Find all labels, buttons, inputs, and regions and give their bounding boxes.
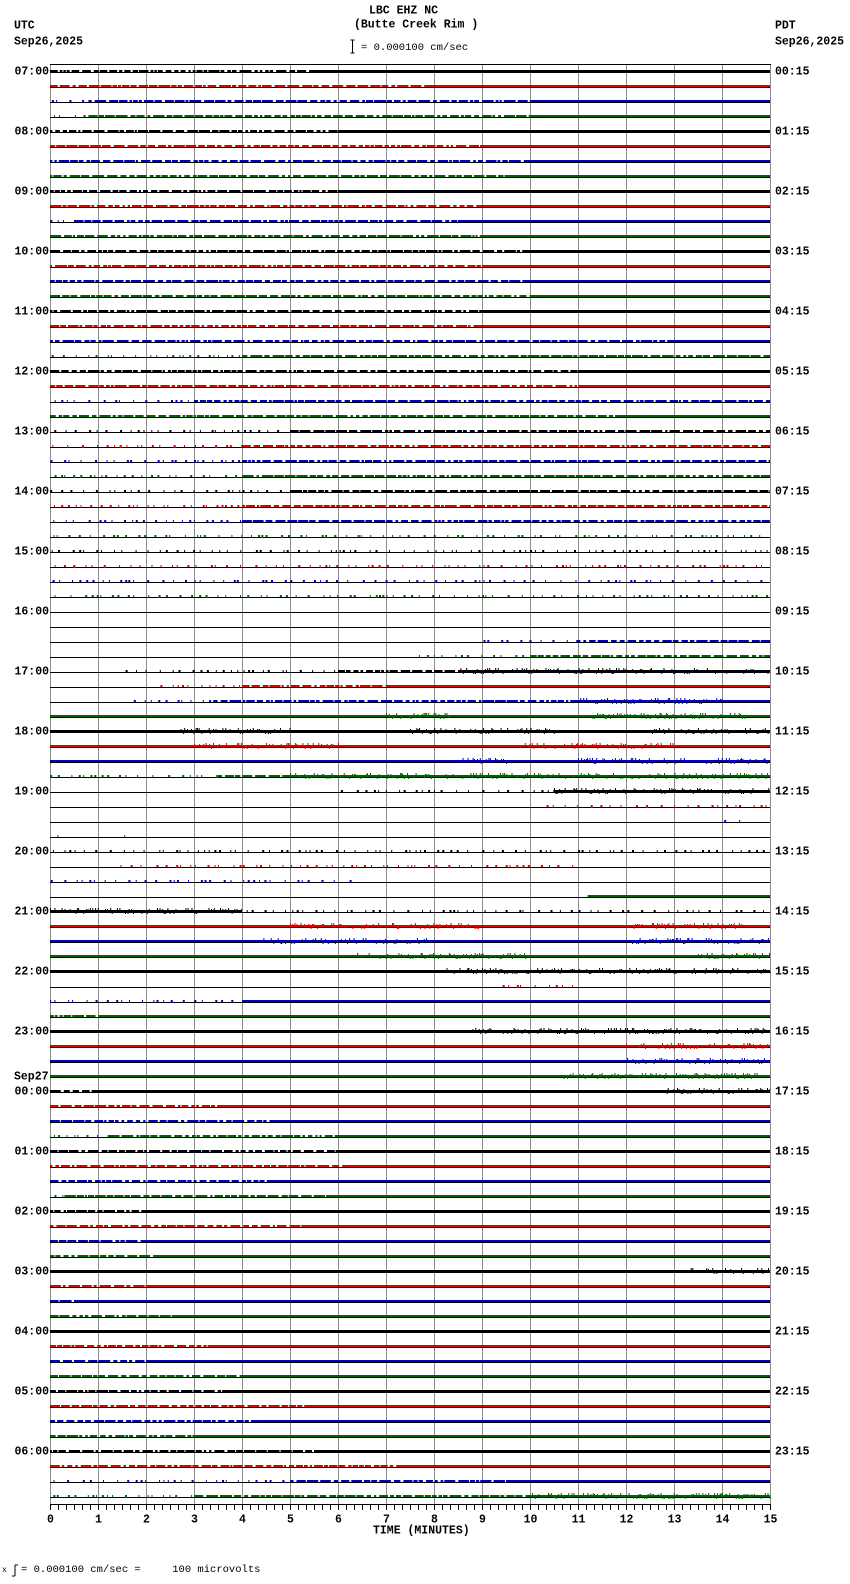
trace-baseline xyxy=(50,1497,770,1498)
trace-baseline xyxy=(50,1362,770,1363)
trace-baseline xyxy=(50,1347,770,1348)
trace-baseline xyxy=(50,1017,770,1018)
pdt-time-label: 04:15 xyxy=(775,305,810,319)
pdt-time-label: 21:15 xyxy=(775,1325,810,1339)
utc-hour-label: 00:00 xyxy=(14,1085,49,1099)
trace-row-2345 xyxy=(50,1073,771,1079)
trace-row-0045 xyxy=(54,1135,770,1137)
pdt-time-label: 23:15 xyxy=(775,1445,810,1459)
trace-row-2330 xyxy=(50,1058,770,1064)
utc-hour-label: 09:00 xyxy=(14,185,49,199)
trace-baseline xyxy=(50,372,770,373)
station-location: (Butte Creek Rim ) xyxy=(354,18,479,32)
trace-row-0145 xyxy=(55,1195,771,1197)
trace-row-0715 xyxy=(50,85,770,87)
utc-hour-label: 22:00 xyxy=(14,965,49,979)
utc-hour-label: 19:00 xyxy=(14,785,49,799)
trace-row-1115 xyxy=(50,325,770,327)
pdt-time-label: 05:15 xyxy=(775,365,810,379)
footer-scale-bar-icon xyxy=(11,1564,20,1577)
trace-baseline xyxy=(50,1467,770,1468)
trace-row-0730 xyxy=(52,100,770,102)
trace-baseline xyxy=(50,387,770,388)
trace-baseline xyxy=(50,822,770,823)
pdt-time-label: 22:15 xyxy=(775,1385,810,1399)
trace-baseline xyxy=(50,882,770,883)
trace-baseline xyxy=(50,552,770,553)
trace-baseline xyxy=(50,567,770,568)
trace-baseline xyxy=(50,867,770,868)
trace-baseline xyxy=(50,147,770,148)
trace-baseline xyxy=(50,162,770,163)
pdt-time-label: 19:15 xyxy=(775,1205,810,1219)
trace-baseline xyxy=(50,492,770,493)
utc-hour-label: 12:00 xyxy=(14,365,49,379)
trace-row-2130 xyxy=(50,938,770,944)
trace-row-0500 xyxy=(50,1390,770,1392)
trace-baseline xyxy=(50,207,770,208)
trace-row-0300 xyxy=(50,1268,770,1274)
trace-row-1900 xyxy=(341,788,770,794)
trace-baseline xyxy=(50,657,770,658)
utc-hour-label: 17:00 xyxy=(14,665,49,679)
trace-baseline xyxy=(50,1182,770,1183)
trace-baseline xyxy=(50,192,770,193)
trace-row-0330 xyxy=(50,1300,770,1302)
x-tick-label: 8 xyxy=(431,1513,438,1527)
trace-baseline xyxy=(50,312,770,313)
pdt-time-label: 10:15 xyxy=(775,665,810,679)
trace-baseline xyxy=(50,1482,770,1483)
trace-row-2200 xyxy=(50,968,771,974)
trace-row-2145 xyxy=(50,953,770,959)
x-tick-label: 5 xyxy=(287,1513,294,1527)
trace-row-2115 xyxy=(50,923,770,929)
trace-baseline xyxy=(50,627,770,628)
trace-row-1945 xyxy=(57,835,125,837)
trace-row-2300 xyxy=(50,1028,770,1034)
x-tick-label: 15 xyxy=(763,1513,778,1527)
trace-baseline xyxy=(50,702,770,703)
scale-label: = 0.000100 cm/sec xyxy=(361,41,469,54)
trace-row-1215 xyxy=(50,385,770,387)
trace-baseline xyxy=(50,597,770,598)
utc-hour-label: 23:00 xyxy=(14,1025,49,1039)
x-tick-label: 4 xyxy=(239,1513,246,1527)
x-tick-label: 3 xyxy=(191,1513,198,1527)
trace-row-0100 xyxy=(50,1150,770,1152)
trace-baseline xyxy=(50,222,770,223)
trace-row-0115 xyxy=(50,1165,770,1167)
pdt-time-label: 08:15 xyxy=(775,545,810,559)
trace-baseline xyxy=(50,297,770,298)
trace-row-0215 xyxy=(50,1225,770,1227)
trace-baseline xyxy=(50,777,770,778)
right-timezone: PDT xyxy=(775,19,796,33)
trace-row-0515 xyxy=(50,1405,770,1407)
trace-row-0900 xyxy=(50,190,770,192)
trace-baseline xyxy=(50,432,770,433)
trace-row-0545 xyxy=(50,1435,770,1437)
trace-baseline xyxy=(50,1257,770,1258)
trace-row-0700 xyxy=(50,70,770,72)
trace-row-0445 xyxy=(50,1375,770,1377)
trace-row-1100 xyxy=(50,310,770,312)
trace-baseline xyxy=(50,1047,770,1048)
trace-row-1800 xyxy=(50,728,770,734)
trace-baseline xyxy=(50,132,770,133)
trace-row-0130 xyxy=(50,1180,770,1182)
trace-baseline xyxy=(50,582,770,583)
trace-baseline xyxy=(50,1452,770,1453)
trace-row-0315 xyxy=(50,1285,770,1287)
trace-baseline xyxy=(50,1062,770,1063)
pdt-time-label: 07:15 xyxy=(775,485,810,499)
trace-baseline xyxy=(50,117,770,118)
trace-row-2315 xyxy=(50,1043,770,1049)
trace-baseline xyxy=(50,762,770,763)
trace-baseline xyxy=(50,447,770,448)
trace-baseline xyxy=(50,342,770,343)
trace-baseline xyxy=(50,252,770,253)
trace-baseline xyxy=(50,282,770,283)
trace-baseline xyxy=(50,717,770,718)
trace-baseline xyxy=(50,1197,770,1198)
trace-row-0615 xyxy=(50,1465,770,1467)
trace-baseline xyxy=(50,1002,770,1003)
trace-baseline xyxy=(50,72,770,73)
x-tick-label: 0 xyxy=(47,1513,54,1527)
trace-baseline xyxy=(50,1032,770,1033)
trace-row-0800 xyxy=(50,130,770,132)
trace-row-1015 xyxy=(50,265,770,267)
x-tick-label: 10 xyxy=(523,1513,538,1527)
x-axis-title: TIME (MINUTES) xyxy=(373,1524,470,1538)
trace-baseline xyxy=(50,1152,770,1153)
footer-scale-text: = 0.000100 cm/sec = 100 microvolts xyxy=(21,1563,261,1576)
pdt-time-label: 06:15 xyxy=(775,425,810,439)
trace-baseline xyxy=(50,807,770,808)
trace-row-0000 xyxy=(50,1088,770,1094)
pdt-time-label: 14:15 xyxy=(775,905,810,919)
x-tick-label: 13 xyxy=(667,1513,682,1527)
trace-baseline xyxy=(50,1227,770,1228)
utc-hour-label: 21:00 xyxy=(14,905,49,919)
trace-row-0845 xyxy=(50,175,770,177)
trace-row-1845 xyxy=(50,773,771,779)
utc-hour-label: 14:00 xyxy=(14,485,49,499)
trace-baseline xyxy=(50,1212,770,1213)
trace-baseline xyxy=(50,987,770,988)
trace-row-0430 xyxy=(50,1360,770,1362)
utc-hour-label: 01:00 xyxy=(14,1145,49,1159)
trace-baseline xyxy=(50,1287,770,1288)
trace-baseline xyxy=(50,687,770,688)
trace-baseline xyxy=(50,522,770,523)
trace-baseline xyxy=(50,1107,770,1108)
time-axis xyxy=(50,1504,771,1510)
trace-row-2045 xyxy=(588,895,770,897)
pdt-time-label: 13:15 xyxy=(775,845,810,859)
trace-baseline xyxy=(50,1302,770,1303)
scale-bar-icon xyxy=(348,39,357,54)
pdt-time-label: 03:15 xyxy=(775,245,810,259)
x-tick-label: 1 xyxy=(95,1513,102,1527)
trace-row-1130 xyxy=(50,340,770,342)
x-tick-label: 2 xyxy=(143,1513,150,1527)
trace-baseline xyxy=(50,852,770,853)
utc-hour-label: 05:00 xyxy=(14,1385,49,1399)
trace-baseline xyxy=(50,507,770,508)
pdt-time-label: 11:15 xyxy=(775,725,810,739)
trace-baseline xyxy=(50,177,770,178)
trace-baseline xyxy=(50,402,770,403)
pdt-time-label: 02:15 xyxy=(775,185,810,199)
trace-row-1000 xyxy=(50,250,770,252)
trace-baseline xyxy=(50,1092,770,1093)
trace-row-0645 xyxy=(53,1493,770,1499)
footer-scale-prefix: x xyxy=(2,1566,7,1575)
trace-row-0345 xyxy=(50,1315,770,1317)
trace-row-0415 xyxy=(50,1345,770,1347)
utc-hour-label: 16:00 xyxy=(14,605,49,619)
utc-hour-label: 08:00 xyxy=(14,125,49,139)
trace-row-0245 xyxy=(50,1255,770,1257)
pdt-time-label: 17:15 xyxy=(775,1085,810,1099)
trace-baseline xyxy=(50,1437,770,1438)
trace-row-0400 xyxy=(50,1330,770,1332)
pdt-time-label: 16:15 xyxy=(775,1025,810,1039)
x-tick-label: 9 xyxy=(479,1513,486,1527)
trace-row-1030 xyxy=(50,280,770,282)
trace-row-1245 xyxy=(50,415,770,417)
trace-baseline xyxy=(50,537,770,538)
utc-hour-label: 07:00 xyxy=(14,65,49,79)
station-title: LBC EHZ NC xyxy=(369,4,439,18)
trace-baseline xyxy=(50,237,770,238)
trace-baseline xyxy=(50,1137,770,1138)
pdt-time-label: 15:15 xyxy=(775,965,810,979)
utc-hour-label: 06:00 xyxy=(14,1445,49,1459)
utc-hour-label: 20:00 xyxy=(14,845,49,859)
trace-baseline xyxy=(50,897,770,898)
trace-baseline xyxy=(50,927,770,928)
trace-baseline xyxy=(50,1167,770,1168)
utc-hour-label: 18:00 xyxy=(14,725,49,739)
trace-row-1200 xyxy=(50,370,770,372)
trace-row-0030 xyxy=(50,1120,770,1122)
trace-row-1745 xyxy=(50,713,770,719)
x-tick-label: 11 xyxy=(571,1513,586,1527)
utc-hour-label: 04:00 xyxy=(14,1325,49,1339)
trace-baseline xyxy=(50,1422,770,1423)
x-tick-label: 6 xyxy=(335,1513,342,1527)
pdt-time-label: 01:15 xyxy=(775,125,810,139)
trace-baseline xyxy=(50,1392,770,1393)
trace-baseline xyxy=(50,747,770,748)
pdt-time-label: 12:15 xyxy=(775,785,810,799)
trace-baseline xyxy=(50,912,770,913)
pdt-time-label: 09:15 xyxy=(775,605,810,619)
trace-row-1815 xyxy=(50,743,770,749)
trace-baseline xyxy=(50,1332,770,1333)
trace-baseline xyxy=(50,417,770,418)
trace-row-1830 xyxy=(50,758,770,764)
trace-row-2245 xyxy=(50,1015,770,1017)
left-date: Sep26,2025 xyxy=(14,35,84,49)
trace-row-0930 xyxy=(50,220,770,222)
trace-baseline xyxy=(50,972,770,973)
utc-hour-label: 02:00 xyxy=(14,1205,49,1219)
left-timezone: UTC xyxy=(14,19,35,33)
trace-baseline xyxy=(50,1242,770,1243)
seismic-traces xyxy=(50,70,771,1499)
trace-baseline xyxy=(50,1407,770,1408)
x-tick-label: 7 xyxy=(383,1513,390,1527)
trace-row-0230 xyxy=(50,1240,770,1242)
trace-row-0600 xyxy=(50,1450,770,1452)
pdt-time-label: 20:15 xyxy=(775,1265,810,1279)
x-tick-label: 12 xyxy=(619,1513,634,1527)
utc-hour-label: 13:00 xyxy=(14,425,49,439)
trace-row-0200 xyxy=(50,1210,770,1212)
pdt-time-label: 18:15 xyxy=(775,1145,810,1159)
trace-row-0915 xyxy=(50,205,770,207)
trace-row-1700 xyxy=(126,668,770,674)
trace-baseline xyxy=(50,642,770,643)
trace-baseline xyxy=(50,1272,770,1273)
trace-baseline xyxy=(50,87,770,88)
trace-row-0015 xyxy=(50,1105,770,1107)
trace-row-0830 xyxy=(50,160,770,162)
pdt-time-label: 00:15 xyxy=(775,65,810,79)
right-date: Sep26,2025 xyxy=(775,35,845,49)
trace-baseline xyxy=(50,612,770,613)
trace-row-0945 xyxy=(50,235,770,237)
trace-row-2100 xyxy=(50,908,764,914)
utc-hour-label: 10:00 xyxy=(14,245,49,259)
utc-hour-label: 11:00 xyxy=(14,305,49,319)
trace-baseline xyxy=(50,102,770,103)
trace-baseline xyxy=(50,357,770,358)
trace-baseline xyxy=(50,267,770,268)
trace-baseline xyxy=(50,1317,770,1318)
trace-baseline xyxy=(50,837,770,838)
utc-hour-label: 15:00 xyxy=(14,545,49,559)
trace-baseline xyxy=(50,327,770,328)
trace-row-0815 xyxy=(50,145,770,147)
trace-row-1045 xyxy=(50,295,770,297)
date-change-label: Sep27 xyxy=(14,1070,49,1084)
trace-baseline xyxy=(50,1122,770,1123)
trace-row-0530 xyxy=(50,1420,770,1422)
trace-baseline xyxy=(50,1377,770,1378)
utc-hour-label: 03:00 xyxy=(14,1265,49,1279)
x-tick-label: 14 xyxy=(715,1513,730,1527)
